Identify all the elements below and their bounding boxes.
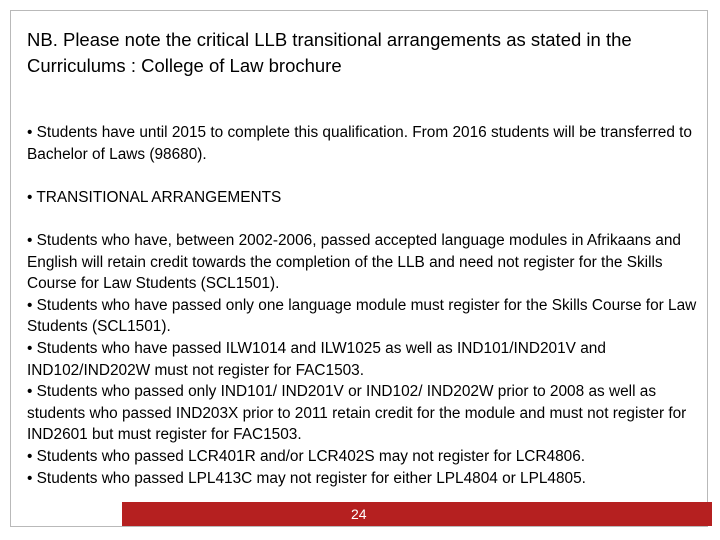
paragraph-lcr-modules: • Students who passed LCR401R and/or LCR402S may not register for LCR4806.	[27, 447, 586, 465]
paragraph-ilw-modules: • Students who have passed ILW1014 and ILW1025 as well as IND101/IND201V and IND102/IND202W must not register for FAC1503.	[27, 339, 606, 379]
paragraph-qualification-deadline: • Students have until 2015 to complete this qualification. From 2016 students will be transferred to Bachelor of Laws (98680).	[27, 124, 692, 163]
paragraph-one-language-module: • Students who have passed only one language module must register for the Skills Course for Law Students (SCL1501).	[27, 296, 697, 336]
footer-bar	[122, 502, 712, 526]
slide-title: NB. Please note the critical LLB transitional arrangements as stated in the Curriculums : College of Law brochure	[27, 29, 632, 76]
paragraph-lpl-modules: • Students who passed LPL413C may not register for either LPL4804 or LPL4805.	[27, 469, 586, 487]
paragraph-language-modules: • Students who have, between 2002-2006, passed accepted language modules in Afrikaans and English will retain credit towards the completion of the LLB and need not register for the Skills Course for Law Students (SCL1501).	[27, 231, 681, 293]
paragraph-transitional-heading: • TRANSITIONAL ARRANGEMENTS	[27, 188, 282, 206]
paragraph-ind-modules: • Students who passed only IND101/ IND201V or IND102/ IND202W prior to 2008 as well as students who passed IND203X prior to 2011 retain credit for the module and must not register for IND2601 but must register for FAC1503.	[27, 383, 687, 444]
page-number: 24	[351, 506, 367, 522]
slide-body	[27, 122, 697, 489]
